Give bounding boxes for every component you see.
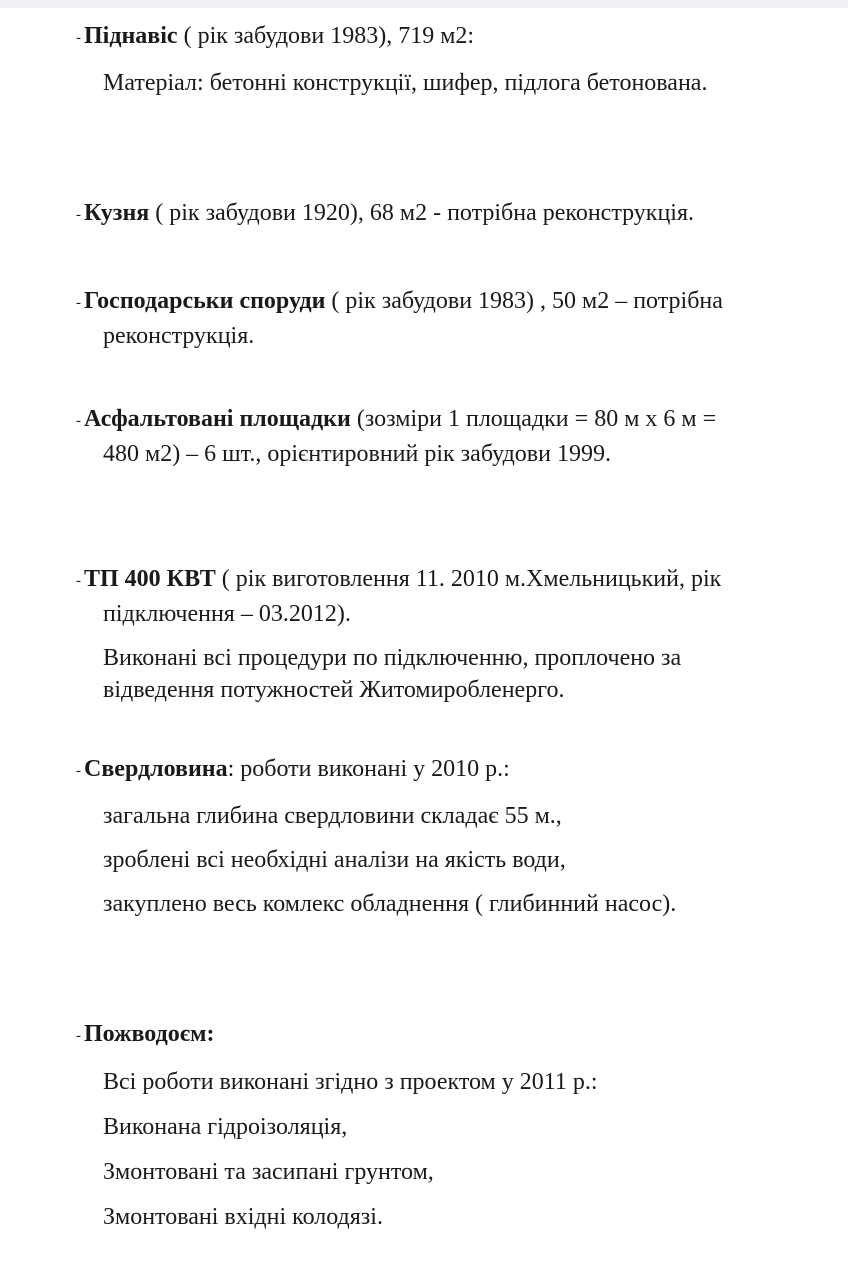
section-heading-rest: ( рік забудови 1983), 719 м2: bbox=[177, 23, 475, 49]
section-detail-line: Всі роботи виконані згідно з проектом у 2011 р.: bbox=[103, 1069, 598, 1095]
section-detail-line: реконструкція. bbox=[103, 323, 255, 349]
section-title: Піднавіс bbox=[84, 23, 178, 49]
section-detail-line: Змонтовані та засипані грунтом, bbox=[103, 1159, 434, 1185]
section-heading-line bbox=[76, 20, 796, 55]
section-detail-line: 480 м2) – 6 шт., орієнтировний рік забудови 1999. bbox=[103, 441, 611, 467]
section-detail-line: закуплено весь комлекс обладнення ( глибинний насос). bbox=[103, 891, 677, 917]
section-heading-rest: (зозміри 1 площадки = 80 м х 6 м = bbox=[350, 406, 717, 432]
bullet-dash: - bbox=[76, 295, 81, 311]
section-detail-line: зроблені всі необхідні аналізи на якість води, bbox=[103, 847, 566, 873]
section-detail-line: підключення – 03.2012). bbox=[103, 601, 351, 627]
section-detail-line: відведення потужностей Житомиробленерго. bbox=[103, 677, 565, 703]
section-title: ТП 400 КВТ bbox=[84, 566, 216, 592]
section-kuznia bbox=[76, 197, 796, 232]
section-detail-line: загальна глибина свердловини складає 55 м., bbox=[103, 803, 562, 829]
bullet-dash: - bbox=[76, 573, 81, 589]
section-heading-rest: : роботи виконані у 2010 р.: bbox=[227, 756, 510, 782]
bullet-dash: - bbox=[76, 207, 81, 223]
section-title: Асфальтовані площадки bbox=[84, 406, 351, 432]
section-title: Пожводоєм: bbox=[84, 1021, 215, 1047]
section-title: Кузня bbox=[84, 200, 150, 226]
section-asphalt-areas bbox=[76, 403, 796, 470]
section-heading-line bbox=[76, 1018, 796, 1053]
section-heading-line bbox=[76, 285, 796, 320]
section-detail-line: Виконані всі процедури по підключенню, проплочено за bbox=[103, 645, 682, 671]
section-heading-line bbox=[76, 563, 796, 598]
section-heading-rest: ( рік забудови 1920), 68 м2 - потрібна реконструкція. bbox=[149, 200, 695, 226]
section-detail-line: Виконана гідроізоляція, bbox=[103, 1114, 348, 1140]
section-title: Господарськи споруди bbox=[84, 288, 326, 314]
bullet-dash: - bbox=[76, 413, 81, 429]
bullet-dash: - bbox=[76, 30, 81, 46]
section-tp-400 bbox=[76, 563, 796, 706]
section-pidnavis bbox=[76, 20, 796, 99]
bullet-dash: - bbox=[76, 1028, 81, 1044]
section-detail-line: Матеріал: бетонні конструкції, шифер, підлога бетонована. bbox=[103, 70, 708, 96]
section-hospodarski-sporudy bbox=[76, 285, 796, 352]
section-sverdlovyna bbox=[76, 753, 796, 920]
section-heading-rest: ( рік виготовлення 11. 2010 м.Хмельницький, рік bbox=[215, 566, 722, 592]
section-detail-line: Змонтовані вхідні колодязі. bbox=[103, 1204, 383, 1230]
section-heading-line bbox=[76, 403, 796, 438]
section-heading-rest: ( рік забудови 1983) , 50 м2 – потрібна bbox=[325, 288, 723, 314]
bullet-dash: - bbox=[76, 763, 81, 779]
section-heading-line bbox=[76, 753, 796, 788]
section-title: Свердловина bbox=[84, 756, 228, 782]
section-pozhvodoiem bbox=[76, 1018, 796, 1233]
section-heading-line bbox=[76, 197, 796, 232]
